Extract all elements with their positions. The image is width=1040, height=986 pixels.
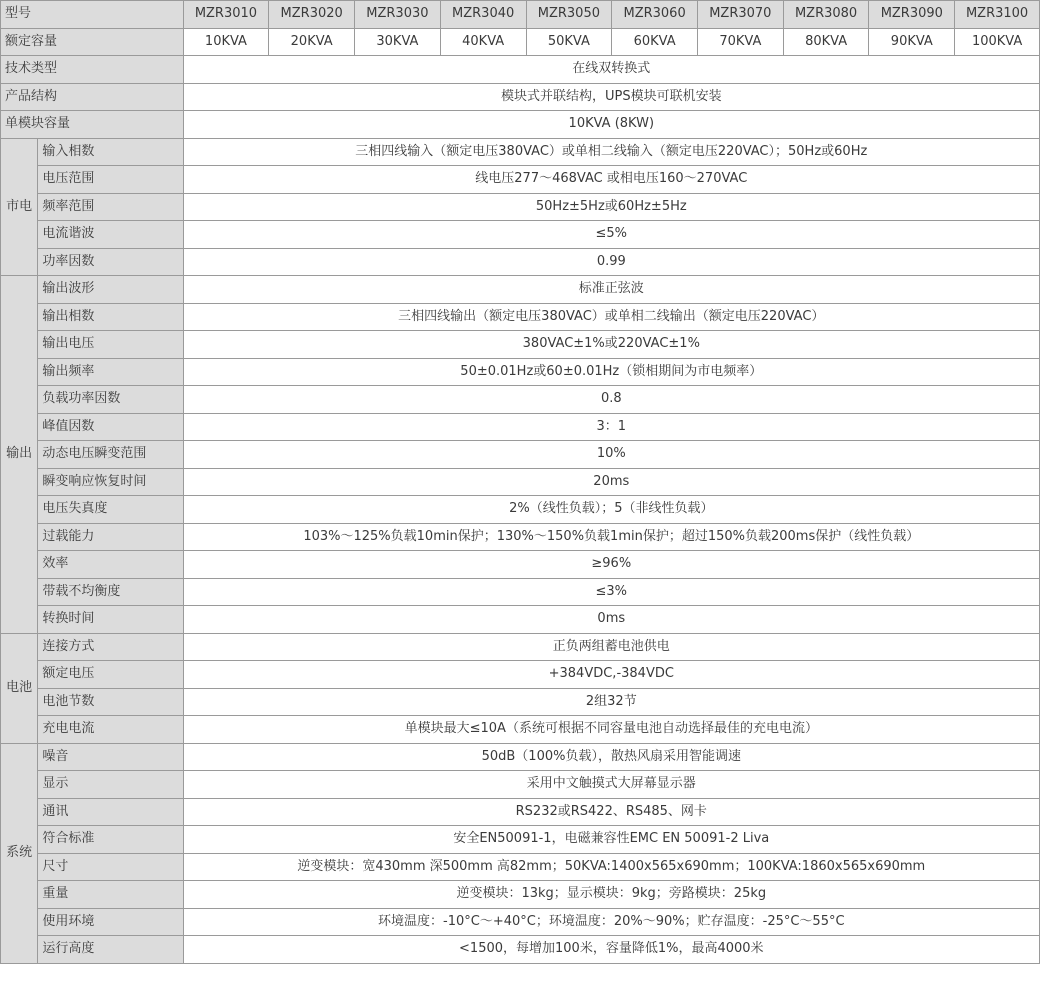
spec-label: 重量 bbox=[38, 881, 183, 909]
capacity-cell: 60KVA bbox=[612, 28, 698, 56]
spec-label: 输入相数 bbox=[38, 138, 183, 166]
spec-value: 3：1 bbox=[183, 413, 1039, 441]
spec-row bbox=[1, 248, 1040, 276]
spec-value: 在线双转换式 bbox=[183, 56, 1039, 84]
spec-value: 103%～125%负载10min保护；130%～150%负载1min保护；超过150%负载200ms保护（线性负载） bbox=[183, 523, 1039, 551]
capacity-cell: 50KVA bbox=[526, 28, 612, 56]
spec-value: 标准正弦波 bbox=[183, 276, 1039, 304]
group-label: 市电 bbox=[1, 138, 38, 276]
spec-value: 三相四线输出（额定电压380VAC）或单相二线输出（额定电压220VAC） bbox=[183, 303, 1039, 331]
spec-label: 带载不均衡度 bbox=[38, 578, 183, 606]
capacity-header-label: 额定容量 bbox=[1, 28, 184, 56]
spec-label: 过载能力 bbox=[38, 523, 183, 551]
spec-label: 效率 bbox=[38, 551, 183, 579]
spec-label: 运行高度 bbox=[38, 936, 183, 964]
spec-table-body bbox=[1, 1, 1040, 964]
spec-row bbox=[1, 716, 1040, 744]
spec-row bbox=[1, 468, 1040, 496]
model-cell: MZR3010 bbox=[183, 1, 269, 29]
model-cell: MZR3060 bbox=[612, 1, 698, 29]
spec-value: 20ms bbox=[183, 468, 1039, 496]
spec-value: ≥96% bbox=[183, 551, 1039, 579]
capacity-cell: 80KVA bbox=[783, 28, 869, 56]
spec-value: 正负两组蓄电池供电 bbox=[183, 633, 1039, 661]
spec-row bbox=[1, 688, 1040, 716]
spec-row bbox=[1, 578, 1040, 606]
spec-label: 使用环境 bbox=[38, 908, 183, 936]
spec-row bbox=[1, 193, 1040, 221]
spec-row bbox=[1, 771, 1040, 799]
group-label: 系统 bbox=[1, 743, 38, 963]
spec-row bbox=[1, 221, 1040, 249]
spec-value: RS232或RS422、RS485、网卡 bbox=[183, 798, 1039, 826]
spec-row bbox=[1, 166, 1040, 194]
spec-value: 安全EN50091-1，电磁兼容性EMC EN 50091-2 Liva bbox=[183, 826, 1039, 854]
capacity-cell: 20KVA bbox=[269, 28, 355, 56]
spec-label: 负载功率因数 bbox=[38, 386, 183, 414]
spec-row bbox=[1, 358, 1040, 386]
model-cell: MZR3020 bbox=[269, 1, 355, 29]
capacity-cell: 100KVA bbox=[955, 28, 1040, 56]
spec-label: 技术类型 bbox=[1, 56, 184, 84]
spec-label: 转换时间 bbox=[38, 606, 183, 634]
capacity-cell: 30KVA bbox=[355, 28, 441, 56]
model-cell: MZR3090 bbox=[869, 1, 955, 29]
group-label: 输出 bbox=[1, 276, 38, 634]
model-row bbox=[1, 1, 1040, 29]
spec-label: 电压失真度 bbox=[38, 496, 183, 524]
spec-row bbox=[1, 111, 1040, 139]
spec-value: 380VAC±1%或220VAC±1% bbox=[183, 331, 1039, 359]
spec-label: 频率范围 bbox=[38, 193, 183, 221]
spec-label: 产品结构 bbox=[1, 83, 184, 111]
spec-row bbox=[1, 303, 1040, 331]
spec-label: 连接方式 bbox=[38, 633, 183, 661]
spec-row bbox=[1, 551, 1040, 579]
spec-row bbox=[1, 826, 1040, 854]
group-label: 电池 bbox=[1, 633, 38, 743]
capacity-cell: 40KVA bbox=[440, 28, 526, 56]
capacity-row bbox=[1, 28, 1040, 56]
spec-value: 50±0.01Hz或60±0.01Hz（锁相期间为市电频率） bbox=[183, 358, 1039, 386]
spec-row bbox=[1, 798, 1040, 826]
capacity-cell: 70KVA bbox=[697, 28, 783, 56]
model-header-label: 型号 bbox=[1, 1, 184, 29]
spec-value: 单模块最大≤10A（系统可根据不同容量电池自动选择最佳的充电电流） bbox=[183, 716, 1039, 744]
spec-label: 输出波形 bbox=[38, 276, 183, 304]
spec-row bbox=[1, 413, 1040, 441]
spec-label: 瞬变响应恢复时间 bbox=[38, 468, 183, 496]
spec-label: 噪音 bbox=[38, 743, 183, 771]
spec-label: 显示 bbox=[38, 771, 183, 799]
spec-label: 电池节数 bbox=[38, 688, 183, 716]
spec-value: 10% bbox=[183, 441, 1039, 469]
spec-row bbox=[1, 908, 1040, 936]
spec-label: 输出电压 bbox=[38, 331, 183, 359]
spec-row bbox=[1, 661, 1040, 689]
spec-row bbox=[1, 853, 1040, 881]
spec-row bbox=[1, 936, 1040, 964]
spec-label: 单模块容量 bbox=[1, 111, 184, 139]
spec-value: 逆变模块：宽430mm 深500mm 高82mm；50KVA:1400x565x690mm；100KVA:1860x565x690mm bbox=[183, 853, 1039, 881]
spec-row bbox=[1, 496, 1040, 524]
spec-label: 峰值因数 bbox=[38, 413, 183, 441]
spec-value: 0.8 bbox=[183, 386, 1039, 414]
spec-label: 通讯 bbox=[38, 798, 183, 826]
spec-value: 采用中文触摸式大屏幕显示器 bbox=[183, 771, 1039, 799]
spec-label: 电流谐波 bbox=[38, 221, 183, 249]
spec-row bbox=[1, 386, 1040, 414]
spec-value: 线电压277～468VAC 或相电压160～270VAC bbox=[183, 166, 1039, 194]
spec-value: 0ms bbox=[183, 606, 1039, 634]
spec-label: 动态电压瞬变范围 bbox=[38, 441, 183, 469]
model-cell: MZR3080 bbox=[783, 1, 869, 29]
capacity-cell: 90KVA bbox=[869, 28, 955, 56]
spec-row bbox=[1, 523, 1040, 551]
spec-row bbox=[1, 743, 1040, 771]
spec-value: 10KVA (8KW) bbox=[183, 111, 1039, 139]
spec-value: 环境温度：-10°C～+40°C；环境温度：20%～90%；贮存温度：-25°C～55°C bbox=[183, 908, 1039, 936]
spec-value: 50dB（100%负载），散热风扇采用智能调速 bbox=[183, 743, 1039, 771]
spec-value: ≤3% bbox=[183, 578, 1039, 606]
spec-value: 模块式并联结构，UPS模块可联机安装 bbox=[183, 83, 1039, 111]
spec-row bbox=[1, 138, 1040, 166]
spec-label: 充电电流 bbox=[38, 716, 183, 744]
spec-value: 三相四线输入（额定电压380VAC）或单相二线输入（额定电压220VAC）；50Hz或60Hz bbox=[183, 138, 1039, 166]
spec-label: 额定电压 bbox=[38, 661, 183, 689]
spec-value: 0.99 bbox=[183, 248, 1039, 276]
spec-value: 50Hz±5Hz或60Hz±5Hz bbox=[183, 193, 1039, 221]
spec-row bbox=[1, 633, 1040, 661]
spec-label: 功率因数 bbox=[38, 248, 183, 276]
spec-label: 尺寸 bbox=[38, 853, 183, 881]
spec-row bbox=[1, 881, 1040, 909]
spec-row bbox=[1, 276, 1040, 304]
spec-label: 输出频率 bbox=[38, 358, 183, 386]
spec-row bbox=[1, 56, 1040, 84]
spec-value: 2%（线性负载）；5（非线性负载） bbox=[183, 496, 1039, 524]
spec-row bbox=[1, 83, 1040, 111]
capacity-cell: 10KVA bbox=[183, 28, 269, 56]
spec-value: <1500，每增加100米，容量降低1%，最高4000米 bbox=[183, 936, 1039, 964]
model-cell: MZR3050 bbox=[526, 1, 612, 29]
spec-row bbox=[1, 441, 1040, 469]
model-cell: MZR3100 bbox=[955, 1, 1040, 29]
model-cell: MZR3040 bbox=[440, 1, 526, 29]
spec-value: +384VDC,-384VDC bbox=[183, 661, 1039, 689]
spec-row bbox=[1, 331, 1040, 359]
spec-row bbox=[1, 606, 1040, 634]
spec-label: 输出相数 bbox=[38, 303, 183, 331]
spec-label: 符合标准 bbox=[38, 826, 183, 854]
spec-value: 2组32节 bbox=[183, 688, 1039, 716]
spec-label: 电压范围 bbox=[38, 166, 183, 194]
model-cell: MZR3030 bbox=[355, 1, 441, 29]
model-cell: MZR3070 bbox=[697, 1, 783, 29]
spec-value: ≤5% bbox=[183, 221, 1039, 249]
spec-value: 逆变模块：13kg；显示模块：9kg；旁路模块：25kg bbox=[183, 881, 1039, 909]
